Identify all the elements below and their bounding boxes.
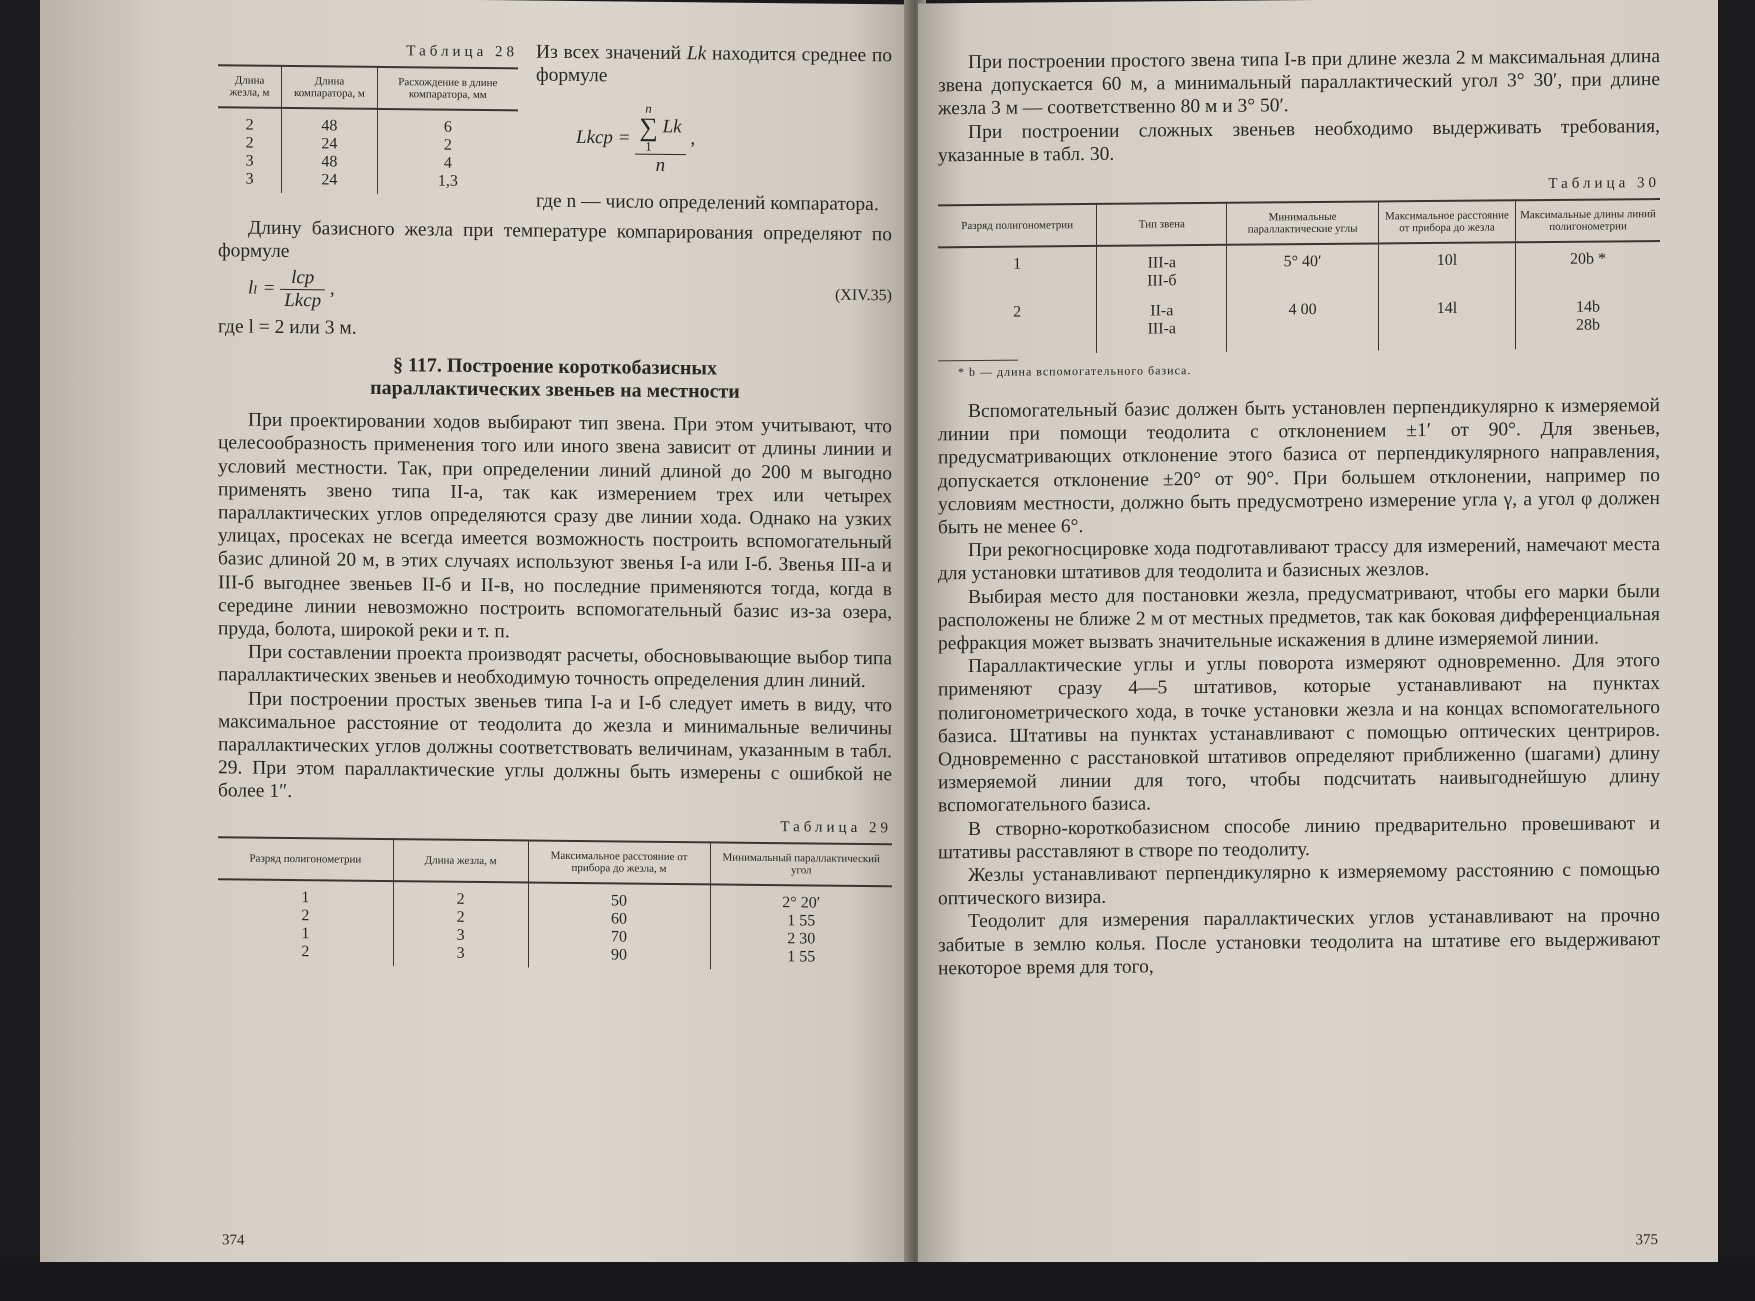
desk-background: [0, 1262, 1755, 1301]
formula-number: (XIV.35): [834, 286, 892, 304]
table29-cell: 2: [301, 942, 310, 960]
table29-cell: 70: [611, 928, 628, 946]
table28-cell: 2: [443, 136, 452, 154]
table29-body: [218, 879, 892, 971]
table30: [938, 198, 1660, 354]
table29-caption: Таблица 29: [780, 818, 892, 836]
para-length: Длину базисного жезла при температуре компарирования определяют по формуле: [218, 217, 892, 262]
table28-caption: Таблица 28: [406, 43, 518, 61]
table29-cell: 2° 20′: [782, 893, 821, 912]
formula-block: [536, 41, 892, 217]
table30-cell: [1378, 291, 1515, 350]
table30-cell-line: 28b: [1576, 316, 1601, 334]
section-heading: § 117. Построение короткобазисных параллактических звеньев на местности: [370, 354, 740, 403]
table28-cell: 24: [321, 135, 338, 153]
table29-header: Максимальное расстояние от прибора до жезла, м: [528, 840, 710, 884]
table30-cell: [1097, 245, 1227, 295]
table30-cell: [1227, 292, 1379, 351]
table29-cell: 50: [611, 892, 628, 910]
page-number-right: 375: [1635, 1232, 1658, 1249]
table30-cell: [1516, 241, 1660, 291]
table30-cell-line: 10l: [1436, 251, 1458, 269]
table29-column: [528, 882, 710, 969]
table30-caption: Таблица 30: [1548, 175, 1660, 193]
table30-cell-line: 20b *: [1570, 250, 1607, 268]
left-page: [40, 0, 920, 1275]
footnote-rule: [938, 360, 1018, 362]
table29-cell: 2: [301, 906, 310, 924]
table30-header: Максимальное расстояние от прибора до жезла: [1378, 200, 1515, 243]
page-number-left: 374: [222, 1232, 245, 1249]
table29-cell: 1 55: [787, 947, 816, 966]
table28-cell: 3: [245, 170, 254, 188]
paragraph: Теодолит для измерения параллактических углов устанавливают на прочно забитые в землю колья. После установки теодолита на штативе его выдерживают некоторое время для того,: [938, 905, 1660, 980]
table30-header: Тип звена: [1097, 203, 1227, 246]
table29-cell: 2: [456, 890, 465, 908]
table30-body: [938, 241, 1660, 354]
table28-row: [218, 107, 518, 195]
table29-cell: 1: [301, 888, 310, 906]
table29-header: Разряд полигонометрии: [249, 852, 362, 866]
table28-column: [218, 107, 282, 193]
table28-header: Длина жезла, м: [229, 74, 270, 99]
table30-header: Максимальные длины линий полигонометрии: [1516, 199, 1660, 242]
table28-cell: 4: [443, 154, 452, 172]
table29-cell: 2: [456, 908, 465, 926]
table29-column: [393, 881, 528, 967]
paragraph: При построении простых звеньев типа I-а и I-б следует иметь в виду, что максимальное расстояние от теодолита до жезла и минимальные величины параллактических углов должны соответствовать величинам, указанным в табл. 29. При этом параллактические углы должны быть измерены с ошибкой не более 1″.: [218, 688, 892, 803]
table29-cell: 2 30: [787, 929, 816, 948]
paragraph: Параллактические углы и углы поворота измеряют одновременно. Для этого применяют сразу 4—5 штативов, которые устанавливают на пунктах полигонометрического хода, в точке установки жезла и на концах вспомогательного базиса. Штативы на пунктах устанавливают с помощью оптических центриров. Одновременно с расстановкой штативов определяют приближенно (шагами) длину измеряемой линии для того, чтобы подсчитать наивыгоднейшую длину вспомогательного базиса.: [938, 650, 1660, 817]
paragraph: При рекогносцировке хода подготавливают трассу для измерений, намечают места для установки штативов для теодолита и базисных жезлов.: [938, 534, 1660, 585]
table28: [218, 64, 518, 195]
table30-cell-line: II-а: [1150, 302, 1174, 320]
table28-cell: 2: [245, 116, 254, 134]
table28-cell: 24: [321, 171, 338, 189]
intro-variable: Lk: [686, 43, 707, 65]
table29-header: Минимальный параллактический угол: [710, 842, 892, 886]
table30-cell-line: 14b: [1576, 298, 1601, 316]
table30-header: Минимальные параллактические углы: [1227, 201, 1379, 244]
paragraph: При проектировании ходов выбирают тип звена. При этом учитывают, что целесообразность применения того или иного звена зависит от длины линии и условий местности. Так, при определении линий длиной до 200 м выгодно применять звено типа II-а, так как измерением трех или четырех параллактических углов определяются сразу две линии хода. Однако на узких улицах, просеках не всегда имеется возможность построить вспомогательный базис длиной 20 м, в этих случаях используют звенья I-а или I-б. Звенья III-а и III-б выгоднее звеньев II-б и II-в, но последние применяются тогда, когда в середине линии невозможно построить вспомогательный базис из-за озера, пруда, болота, широкой реки и т. п.: [218, 409, 892, 643]
paragraph: В створно-короткобазисном способе линию предварительно провешивают и штативы расставляют в створе по теодолиту.: [938, 812, 1660, 864]
table29-cell: 3: [456, 944, 465, 962]
table30-cell-line: 2: [1013, 303, 1022, 321]
table28-cell: 2: [245, 134, 254, 152]
table30-header: Разряд полигонометрии: [961, 219, 1074, 233]
table29-row: [218, 879, 892, 971]
table29-cell: 60: [611, 910, 628, 928]
intro-line: Из всех значений Lk находится среднее по формуле: [536, 41, 893, 87]
table30-cell-line: 4 00: [1288, 301, 1317, 319]
table29-cell: 1: [301, 924, 310, 942]
table30-cell-line: III-а: [1147, 254, 1177, 272]
table30-footnote: * b — длина вспомогательного базиса.: [958, 363, 1192, 380]
table30-row: [938, 290, 1660, 354]
table28-header: Длина компаратора, м: [282, 66, 377, 109]
paragraph: При составлении проекта производят расчеты, обосновывающие выбор типа параллактических звеньев и необходимую точность определения длин линий.: [218, 641, 892, 693]
table29: [218, 836, 892, 971]
paragraph: Вспомогательный базис должен быть установлен перпендикулярно к измеряемой линии при помощи теодолита с отклонением ±1′ от 90°. Для звеньев, предусматривающих отклонение этого базиса от перпендикулярного направления, допускается отклонение ±20° от 90°. При большем отклонении, например по условиям местности, должно быть предусмотрено измерение угла γ, а угол φ должен быть не менее 6°.: [938, 395, 1660, 539]
table29-cell: 3: [456, 926, 465, 944]
table29-cell: 1 55: [787, 911, 816, 930]
table30-cell: [1097, 294, 1227, 353]
table28-cell: 6: [443, 118, 452, 136]
formula-mean: Lkср = n ∑ 1 Lk n ,: [576, 101, 696, 177]
table29-column: [710, 884, 892, 971]
where-l: где l = 2 или 3 м.: [218, 316, 357, 339]
table28-body: [218, 107, 518, 195]
table30-cell-line: 5° 40′: [1283, 252, 1322, 271]
paragraph: При построении простого звена типа I-в при длине жезла 2 м максимальная длина звена допускается 60 м, а минимальный параллактический угол 3° 30′, при длине жезла 3 м — соответственно 80 м и 3° 50′.: [938, 46, 1660, 120]
table28-column: [377, 109, 518, 195]
table29-cell: 90: [611, 946, 628, 964]
table30-cell: [938, 295, 1097, 354]
table30-cell: [1227, 243, 1379, 293]
table28-cell: 48: [321, 117, 338, 135]
paragraph: Выбирая место для постановки жезла, предусматривают, чтобы его марки были расположены не ближе 2 м от местных предметов, так как боковая дифференциальная рефракция может вызвать значительные искажения в длине измеряемой линии.: [938, 580, 1660, 655]
table29-column: [218, 879, 393, 966]
table28-block: [218, 37, 518, 213]
table28-cell: 1,3: [437, 172, 458, 190]
where-n: где n — число определений компаратора.: [536, 190, 879, 216]
top-block: [218, 37, 892, 217]
paragraph: При построении сложных звеньев необходимо выдерживать требования, указанные в табл. 30.: [938, 115, 1660, 167]
table30-cell: [938, 246, 1097, 296]
table30-cell: [1516, 290, 1660, 349]
table30-cell-line: III-а: [1147, 320, 1177, 338]
table28-cell: 48: [321, 153, 338, 171]
table30-cell-line: III-б: [1147, 272, 1177, 290]
table29-header: Длина жезла, м: [393, 839, 528, 882]
formula-length: lₗ = $\frac{\text{lcp}}{\text{Lkcp}}$ , (XIV.35): [248, 267, 892, 312]
right-page: [918, 0, 1718, 1273]
table30-cell-line: 14l: [1436, 299, 1458, 317]
table30-row: [938, 241, 1660, 296]
table30-cell: [1378, 242, 1515, 292]
table28-column: [282, 108, 377, 194]
paragraph: Жезлы устанавливают перпендикулярно к измеряемому расстоянию с помощью оптического визира.: [938, 859, 1660, 910]
table30-cell-line: 1: [1013, 255, 1022, 273]
table28-header: Расхождение в длине компаратора, мм: [377, 67, 518, 110]
table28-cell: 3: [245, 152, 254, 170]
sum-symbol: ∑: [639, 113, 658, 143]
